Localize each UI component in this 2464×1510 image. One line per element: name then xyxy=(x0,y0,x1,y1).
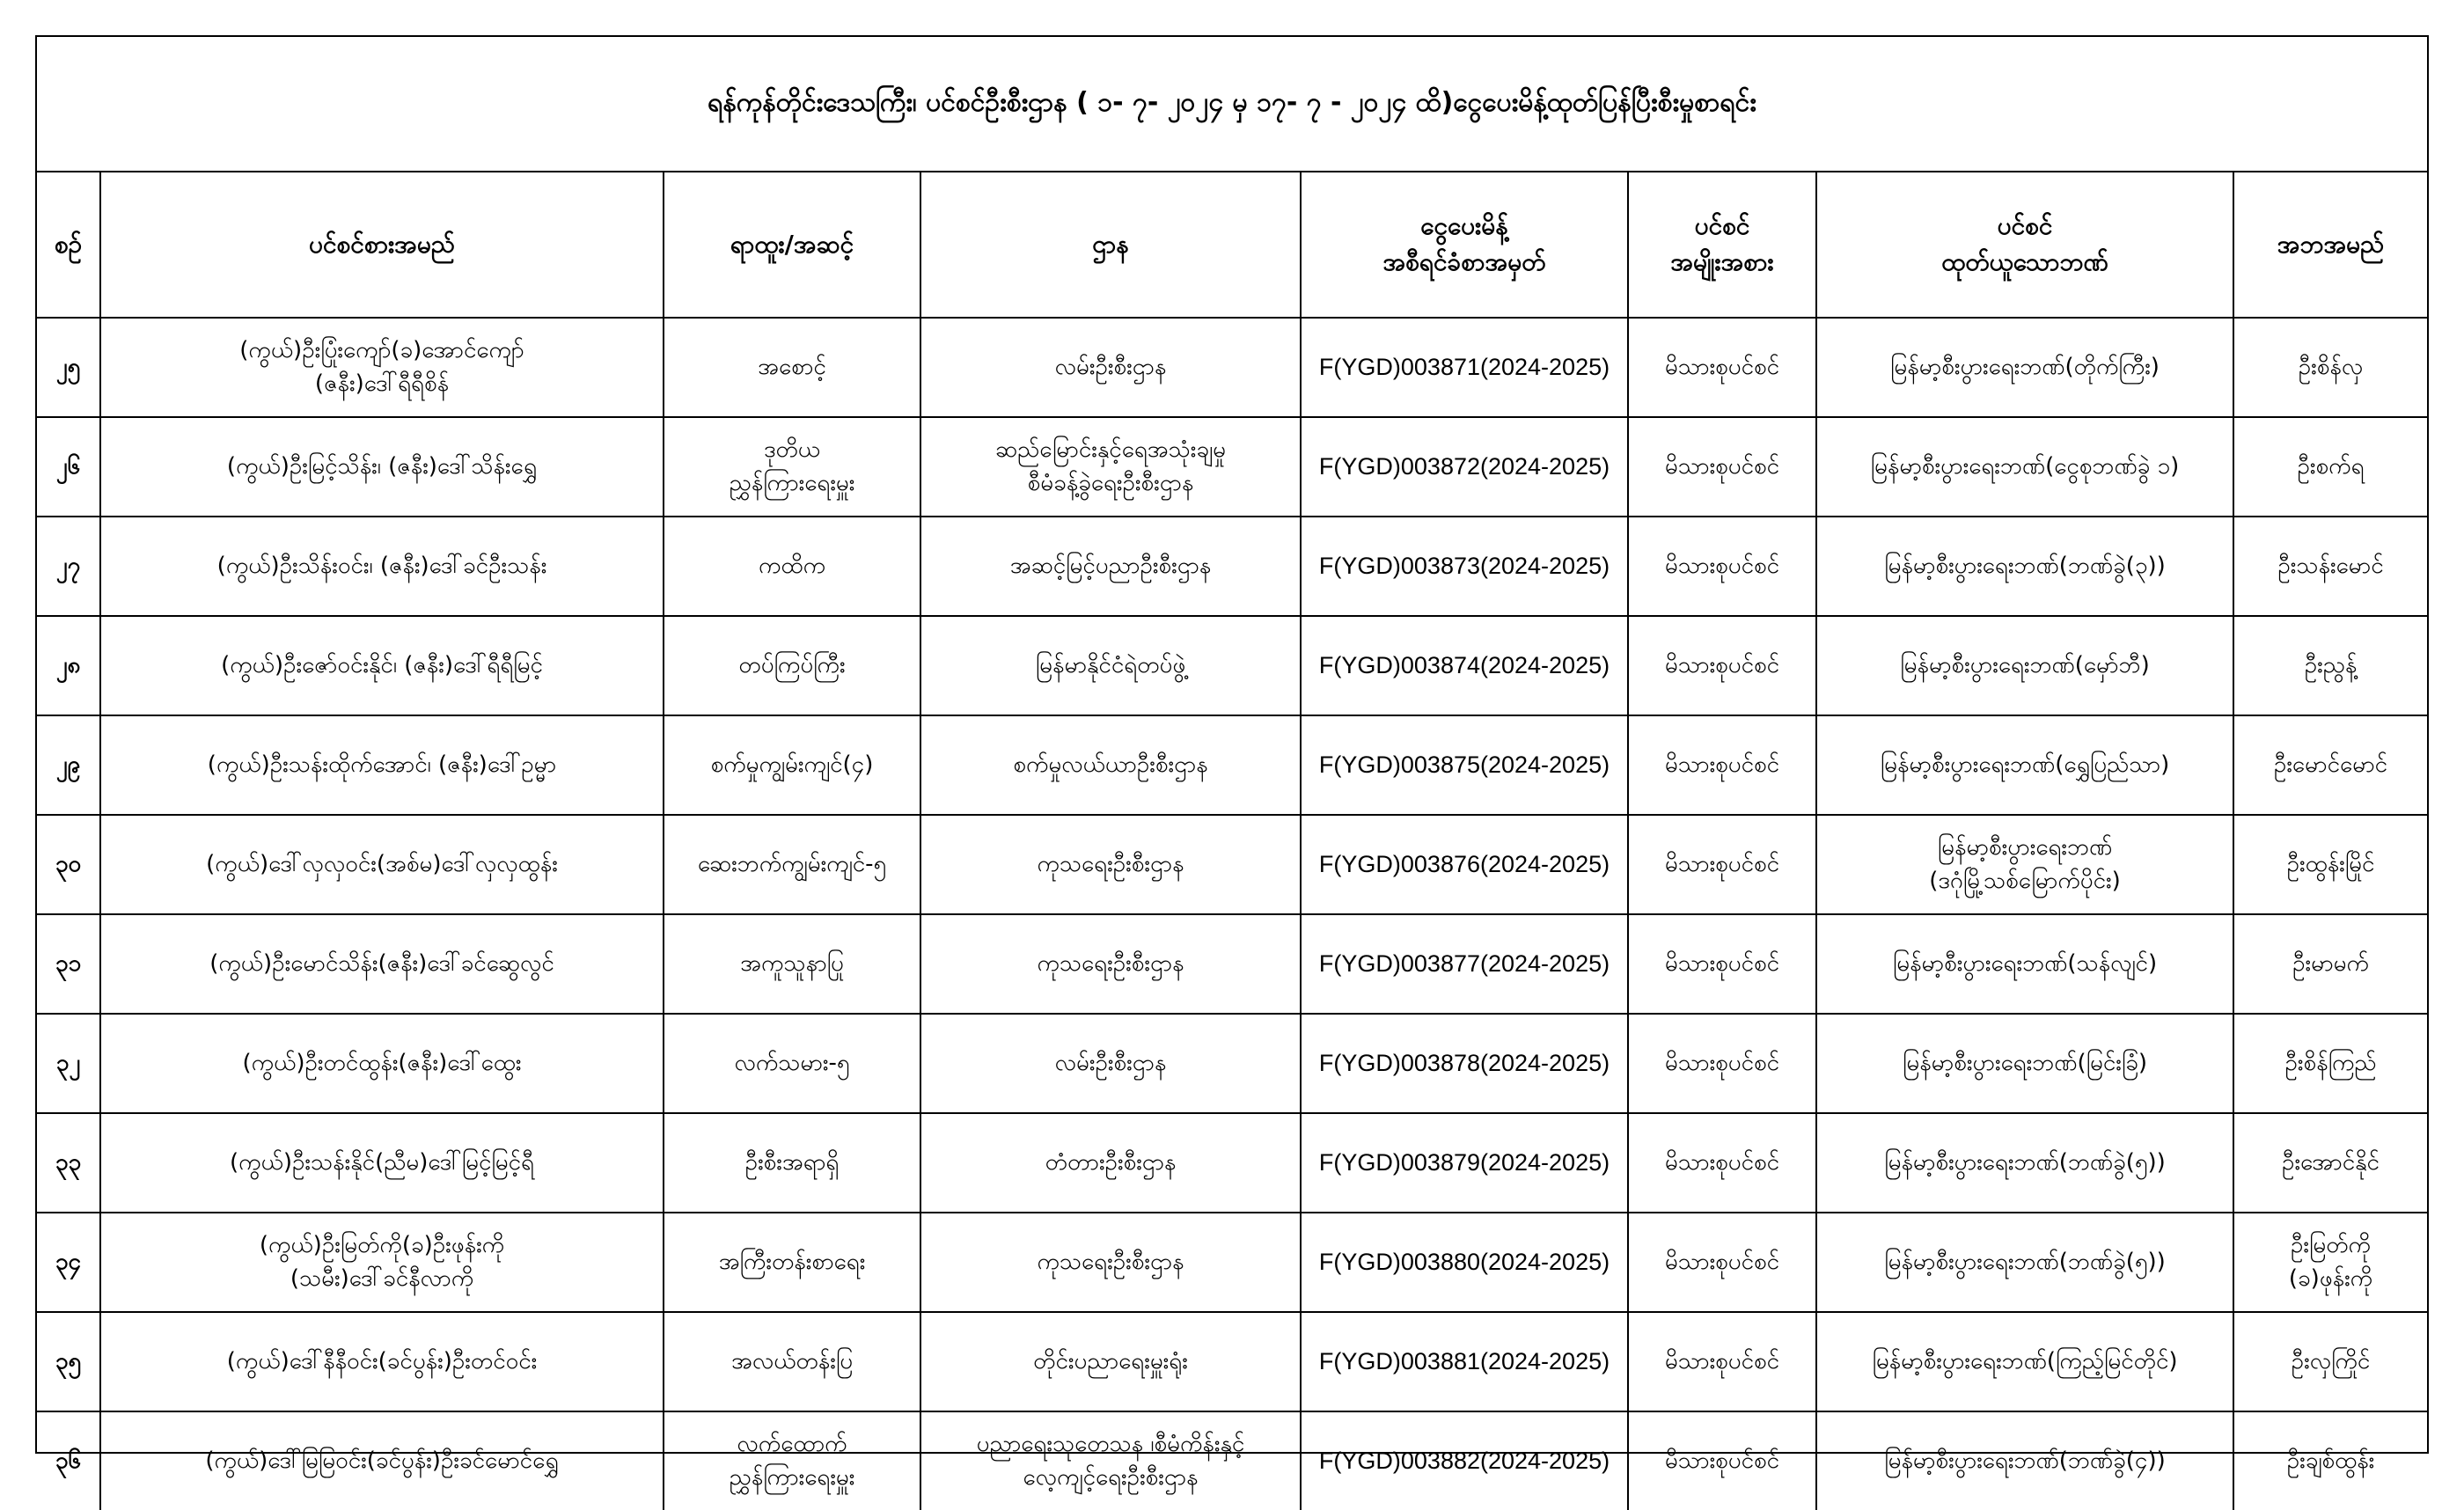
rank-cell-line: အကူသူနာပြု xyxy=(740,949,844,977)
bank-cell xyxy=(1816,417,2233,517)
rank-cell xyxy=(664,1213,920,1312)
bank-cell xyxy=(1816,815,2233,914)
header-bank-line: ပင်စင် xyxy=(1997,211,2053,241)
serial-cell: ၃၆ xyxy=(37,1411,100,1510)
serial-cell: ၂၆ xyxy=(37,417,100,517)
pensioner-name-cell xyxy=(100,616,664,715)
table-body xyxy=(37,318,2427,1510)
pensioner-name-cell xyxy=(100,1014,664,1113)
pensioner-name-cell xyxy=(100,715,664,815)
pensioner-name-cell-line: (ကွယ်)ဦးမြင့်သိန်း၊ (ဇနီး)ဒေါ်သိန်းရွှေ xyxy=(226,452,538,480)
pension-type-cell: မိသားစုပင်စင် xyxy=(1628,517,1816,616)
rank-cell-line: ကထိက xyxy=(758,552,826,579)
father-name-cell-line: ဦးစက်ရ xyxy=(2297,452,2365,480)
father-name-cell xyxy=(2233,715,2427,815)
bank-cell xyxy=(1816,914,2233,1014)
permit-number-cell: F(YGD)003873(2024-2025) xyxy=(1301,517,1628,616)
serial-cell: ၂၈ xyxy=(37,616,100,715)
rank-cell xyxy=(664,1014,920,1113)
serial-cell: ၂၉ xyxy=(37,715,100,815)
bank-cell-line: မြန်မာ့စီးပွားရေးဘဏ်(တိုက်ကြီး) xyxy=(1890,353,2160,380)
bank-cell-line: မြန်မာ့စီးပွားရေးဘဏ်(မြင်းခြံ) xyxy=(1903,1049,2147,1076)
pension-type-cell: မိသားစုပင်စင် xyxy=(1628,914,1816,1014)
father-name-cell xyxy=(2233,1411,2427,1510)
department-cell-line: စက်မှုလယ်ယာဦးစီးဌာန xyxy=(1013,751,1208,778)
department-cell xyxy=(920,616,1301,715)
table-row xyxy=(37,616,2427,715)
pensioner-name-cell-line: (ကွယ်)ဦးသိန်းဝင်း၊ (ဇနီး)ဒေါ်ခင်ဦးသန်း xyxy=(216,552,547,579)
pensioner-name-cell-line: (ကွယ်)ဦးမောင်သိန်း(ဇနီး)ဒေါ်ခင်ဆွေလွင် xyxy=(209,949,554,977)
rank-cell-line: အကြီးတန်းစာရေး xyxy=(718,1248,866,1275)
department-cell xyxy=(920,318,1301,417)
rank-cell xyxy=(664,914,920,1014)
table-row xyxy=(37,1312,2427,1411)
table-row xyxy=(37,815,2427,914)
bank-cell-line: မြန်မာ့စီးပွားရေးဘဏ်(မှော်ဘီ) xyxy=(1900,651,2150,678)
header-department-line: ဌာန xyxy=(1092,229,1129,259)
department-cell-line: စီမံခန့်ခွဲရေးဦးစီးဌာန xyxy=(1027,469,1194,496)
department-cell xyxy=(920,1014,1301,1113)
bank-cell-line: မြန်မာ့စီးပွားရေးဘဏ်(သန်လျင်) xyxy=(1892,949,2158,977)
father-name-cell-line: ဦးမောင်မောင် xyxy=(2273,751,2388,778)
serial-cell: ၃၂ xyxy=(37,1014,100,1113)
rank-cell-line: ဒုတိယ xyxy=(763,436,821,463)
pensioner-name-cell xyxy=(100,1312,664,1411)
pensioner-name-cell-line: (ကွယ်)ဦးဇော်ဝင်းနိုင်၊ (ဇနီး)ဒေါ်ရီရီမြင့် xyxy=(221,651,543,678)
table-row xyxy=(37,1014,2427,1113)
father-name-cell xyxy=(2233,318,2427,417)
rank-cell xyxy=(664,1411,920,1510)
pensioner-name-cell xyxy=(100,1411,664,1510)
father-name-cell-line: ဦးချစ်ထွန်း xyxy=(2286,1447,2375,1474)
header-bank xyxy=(1816,172,2233,318)
table-row xyxy=(37,1113,2427,1213)
bank-cell xyxy=(1816,616,2233,715)
pension-type-cell: မိသားစုပင်စင် xyxy=(1628,417,1816,517)
table-row xyxy=(37,417,2427,517)
header-permit-number xyxy=(1301,172,1628,318)
permit-number-cell: F(YGD)003880(2024-2025) xyxy=(1301,1213,1628,1312)
header-rank xyxy=(664,172,920,318)
father-name-cell-line: ဦးထွန်းမြိုင် xyxy=(2286,850,2375,877)
rank-cell xyxy=(664,815,920,914)
rank-cell xyxy=(664,1312,920,1411)
permit-number-cell: F(YGD)003874(2024-2025) xyxy=(1301,616,1628,715)
pension-type-cell: မိသားစုပင်စင် xyxy=(1628,1113,1816,1213)
department-cell-line: ဆည်မြောင်းနှင့်ရေအသုံးချမှု xyxy=(995,436,1226,463)
permit-number-cell: F(YGD)003872(2024-2025) xyxy=(1301,417,1628,517)
bank-cell-line: မြန်မာ့စီးပွားရေးဘဏ်(ကြည့်မြင်တိုင်) xyxy=(1872,1347,2178,1374)
header-father-name-line: အဘအမည် xyxy=(2277,229,2385,259)
table-row xyxy=(37,914,2427,1014)
serial-cell: ၃၅ xyxy=(37,1312,100,1411)
bank-cell-line: မြန်မာ့စီးပွားရေးဘဏ်(ငွေစုဘဏ်ခွဲ ၁) xyxy=(1870,452,2180,480)
father-name-cell xyxy=(2233,914,2427,1014)
header-pension-type xyxy=(1628,172,1816,318)
department-cell-line: ကုသရေးဦးစီးဌာန xyxy=(1037,949,1184,977)
serial-cell: ၂၅ xyxy=(37,318,100,417)
father-name-cell-line: ဦးလှကြိုင် xyxy=(2291,1347,2371,1374)
permit-number-cell: F(YGD)003875(2024-2025) xyxy=(1301,715,1628,815)
pension-type-cell: မိသားစုပင်စင် xyxy=(1628,1312,1816,1411)
pensioner-name-cell xyxy=(100,815,664,914)
department-cell-line: ကုသရေးဦးစီးဌာန xyxy=(1037,1248,1184,1275)
father-name-cell xyxy=(2233,1312,2427,1411)
rank-cell-line: ဆေးဘက်ကျွမ်းကျင်-၅ xyxy=(697,850,887,877)
bank-cell xyxy=(1816,1113,2233,1213)
pensioner-name-cell-line: (ကွယ်)ဦးသန်းထိုက်အောင်၊ (ဇနီး)ဒေါ်ဥမ္မာ xyxy=(207,751,557,778)
father-name-cell-line: ဦးမာမက် xyxy=(2292,949,2369,977)
bank-cell-line: မြန်မာ့စီးပွားရေးဘဏ်(ဘဏ်ခွဲ(၅)) xyxy=(1884,1148,2166,1176)
department-cell-line: တိုင်းပညာရေးမှူးရုံး xyxy=(1033,1347,1188,1374)
father-name-cell-line: ဦးသန်းမောင် xyxy=(2277,552,2384,579)
father-name-cell xyxy=(2233,1213,2427,1312)
bank-cell xyxy=(1816,517,2233,616)
pension-type-cell: မိသားစုပင်စင် xyxy=(1628,715,1816,815)
bank-cell-line: မြန်မာ့စီးပွားရေးဘဏ်(ရွှေပြည်သာ) xyxy=(1880,751,2170,778)
pensioner-name-cell xyxy=(100,517,664,616)
pension-type-cell: မိသားစုပင်စင် xyxy=(1628,1213,1816,1312)
table-row xyxy=(37,517,2427,616)
department-cell xyxy=(920,715,1301,815)
rank-cell-line: ညွှန်ကြားရေးမှူး xyxy=(729,1463,855,1491)
department-cell-line: လမ်းဦးစီးဌာန xyxy=(1054,353,1167,380)
rank-cell xyxy=(664,517,920,616)
header-department xyxy=(920,172,1301,318)
pensioner-name-cell-line: (ကွယ်)ဒေါ်နီနီဝင်း(ခင်ပွန်း)ဦးတင်ဝင်း xyxy=(226,1347,538,1374)
bank-cell xyxy=(1816,1014,2233,1113)
department-cell xyxy=(920,1411,1301,1510)
department-cell-line: မြန်မာနိုင်ငံရဲတပ်ဖွဲ့ xyxy=(1035,651,1186,678)
father-name-cell-line: ဦးညွန့် xyxy=(2304,651,2358,678)
department-cell xyxy=(920,1312,1301,1411)
pension-type-cell: မိသားစုပင်စင် xyxy=(1628,1014,1816,1113)
rank-cell-line: လက်ထောက် xyxy=(737,1430,847,1457)
header-rank-line: ရာထူး/အဆင့် xyxy=(730,229,854,259)
rank-cell xyxy=(664,318,920,417)
rank-cell-line: အစောင့် xyxy=(758,353,826,380)
rank-cell-line: စက်မှုကျွမ်းကျင်(၄) xyxy=(710,751,874,778)
pension-table xyxy=(37,172,2427,1510)
permit-number-cell: F(YGD)003877(2024-2025) xyxy=(1301,914,1628,1014)
department-cell-line: တံတားဦးစီးဌာန xyxy=(1045,1148,1177,1176)
report-title: ရန်ကုန်တိုင်းဒေသကြီး၊ ပင်စင်ဦးစီးဌာန ( ၁- ၇- ၂၀၂၄ မှ ၁၇- ၇ - ၂၀၂၄ ထိ)ငွေပေးမိန့်ထုတ်ပြန်ပြီးစီးမှုစာရင်း xyxy=(37,37,2427,172)
serial-cell: ၂၇ xyxy=(37,517,100,616)
header-pension-type-line: အမျိုးအစား xyxy=(1670,247,1774,276)
pensioner-name-cell xyxy=(100,318,664,417)
pensioner-name-cell-line: (ကွယ်)ဦးမြတ်ကို(ခ)ဦးဖုန်းကို xyxy=(259,1231,505,1258)
table-row xyxy=(37,1411,2427,1510)
pensioner-name-cell xyxy=(100,1113,664,1213)
bank-cell-line: မြန်မာ့စီးပွားရေးဘဏ်(ဘဏ်ခွဲ(၅)) xyxy=(1884,1248,2166,1275)
pensioner-name-cell-line: (ကွယ်)ဦးပြုံးကျော်(ခ)အောင်ကျော် xyxy=(239,336,524,363)
header-serial xyxy=(37,172,100,318)
bank-cell xyxy=(1816,1213,2233,1312)
serial-cell: ၃၃ xyxy=(37,1113,100,1213)
department-cell xyxy=(920,517,1301,616)
bank-cell xyxy=(1816,1411,2233,1510)
header-permit-number-line: ငွေပေးမိန့် xyxy=(1420,211,1508,241)
header-bank-line: ထုတ်ယူသောဘဏ် xyxy=(1941,247,2108,276)
pension-type-cell: မိသားစုပင်စင် xyxy=(1628,815,1816,914)
father-name-cell xyxy=(2233,517,2427,616)
father-name-cell-line: ဦးအောင်နိုင် xyxy=(2282,1148,2380,1176)
father-name-cell xyxy=(2233,1113,2427,1213)
report-sheet xyxy=(35,35,2429,1491)
permit-number-cell: F(YGD)003878(2024-2025) xyxy=(1301,1014,1628,1113)
rank-cell-line: လက်သမား-၅ xyxy=(734,1049,850,1076)
department-cell xyxy=(920,417,1301,517)
header-father-name xyxy=(2233,172,2427,318)
permit-number-cell: F(YGD)003881(2024-2025) xyxy=(1301,1312,1628,1411)
pensioner-name-cell-line: (ကွယ်)ဒေါ်လှလှဝင်း(အစ်မ)ဒေါ်လှလှထွန်း xyxy=(206,850,558,877)
permit-number-cell: F(YGD)003871(2024-2025) xyxy=(1301,318,1628,417)
father-name-cell xyxy=(2233,417,2427,517)
department-cell-line: အဆင့်မြင့်ပညာဦးစီးဌာန xyxy=(1009,552,1212,579)
permit-number-cell: F(YGD)003882(2024-2025) xyxy=(1301,1411,1628,1510)
rank-cell xyxy=(664,1113,920,1213)
table-row xyxy=(37,715,2427,815)
department-cell xyxy=(920,914,1301,1014)
header-pensioner-name-line: ပင်စင်စားအမည် xyxy=(309,229,455,259)
department-cell xyxy=(920,1113,1301,1213)
bank-cell-line: မြန်မာ့စီးပွားရေးဘဏ်(ဘဏ်ခွဲ(၃)) xyxy=(1884,552,2166,579)
father-name-cell xyxy=(2233,616,2427,715)
department-cell xyxy=(920,1213,1301,1312)
rank-cell-line: ညွှန်ကြားရေးမှူး xyxy=(729,469,855,496)
serial-cell: ၃၁ xyxy=(37,914,100,1014)
pensioner-name-cell xyxy=(100,417,664,517)
pensioner-name-cell-line: (ကွယ်)ဒေါ်မြမြဝင်း(ခင်ပွန်း)ဦးခင်မောင်ရွှေ xyxy=(205,1447,559,1474)
pensioner-name-cell-line: (သမီး)ဒေါ်ခင်နီလာကို xyxy=(290,1264,474,1292)
header-pension-type-line: ပင်စင် xyxy=(1694,211,1750,241)
father-name-cell-line: ဦးစိန်ကြည် xyxy=(2284,1049,2377,1076)
department-cell-line: လေ့ကျင့်ရေးဦးစီးဌာန xyxy=(1023,1463,1199,1491)
permit-number-cell: F(YGD)003879(2024-2025) xyxy=(1301,1113,1628,1213)
header-pensioner-name xyxy=(100,172,664,318)
pensioner-name-cell-line: (ကွယ်)ဦးသန်းနိုင်(ညီမ)ဒေါ်မြင့်မြင့်ရီ xyxy=(230,1148,534,1176)
rank-cell-line: ဦးစီးအရာရှိ xyxy=(744,1148,840,1176)
serial-cell: ၃၄ xyxy=(37,1213,100,1312)
pensioner-name-cell xyxy=(100,1213,664,1312)
department-cell xyxy=(920,815,1301,914)
pension-type-cell: မိသားစုပင်စင် xyxy=(1628,1411,1816,1510)
bank-cell xyxy=(1816,1312,2233,1411)
pensioner-name-cell xyxy=(100,914,664,1014)
father-name-cell xyxy=(2233,1014,2427,1113)
rank-cell-line: တပ်ကြပ်ကြီး xyxy=(738,651,846,678)
father-name-cell-line: (ခ)ဖုန်းကို xyxy=(2288,1264,2373,1292)
father-name-cell xyxy=(2233,815,2427,914)
permit-number-cell: F(YGD)003876(2024-2025) xyxy=(1301,815,1628,914)
bank-cell xyxy=(1816,715,2233,815)
department-cell-line: ကုသရေးဦးစီးဌာန xyxy=(1037,850,1184,877)
father-name-cell-line: ဦးမြတ်ကို xyxy=(2291,1231,2371,1258)
bank-cell-line: မြန်မာ့စီးပွားရေးဘဏ်(ဘဏ်ခွဲ(၄)) xyxy=(1884,1447,2166,1474)
rank-cell xyxy=(664,715,920,815)
bank-cell-line: မြန်မာ့စီးပွားရေးဘဏ် xyxy=(1937,833,2113,861)
pension-type-cell: မိသားစုပင်စင် xyxy=(1628,616,1816,715)
pensioner-name-cell-line: (ဇနီး)ဒေါ်ရီရီစိန် xyxy=(314,370,450,397)
table-row xyxy=(37,318,2427,417)
header-permit-number-line: အစီရင်ခံစာအမှတ် xyxy=(1382,247,1546,276)
department-cell-line: ပညာရေးသုတေသန ၊စီမံကိန်းနှင့် xyxy=(976,1430,1245,1457)
table-header-row xyxy=(37,172,2427,318)
bank-cell xyxy=(1816,318,2233,417)
serial-cell: ၃၀ xyxy=(37,815,100,914)
father-name-cell-line: ဦးစိန်လှ xyxy=(2298,353,2364,380)
pension-type-cell: မိသားစုပင်စင် xyxy=(1628,318,1816,417)
rank-cell xyxy=(664,616,920,715)
rank-cell-line: အလယ်တန်းပြ xyxy=(730,1347,854,1374)
rank-cell xyxy=(664,417,920,517)
header-serial-line: စဉ် xyxy=(54,229,83,259)
pensioner-name-cell-line: (ကွယ်)ဦးတင်ထွန်း(ဇနီး)ဒေါ်ထွေး xyxy=(242,1049,522,1076)
bank-cell-line: (ဒဂုံမြို့သစ်မြောက်ပိုင်း) xyxy=(1929,867,2121,894)
table-row xyxy=(37,1213,2427,1312)
department-cell-line: လမ်းဦးစီးဌာန xyxy=(1054,1049,1167,1076)
